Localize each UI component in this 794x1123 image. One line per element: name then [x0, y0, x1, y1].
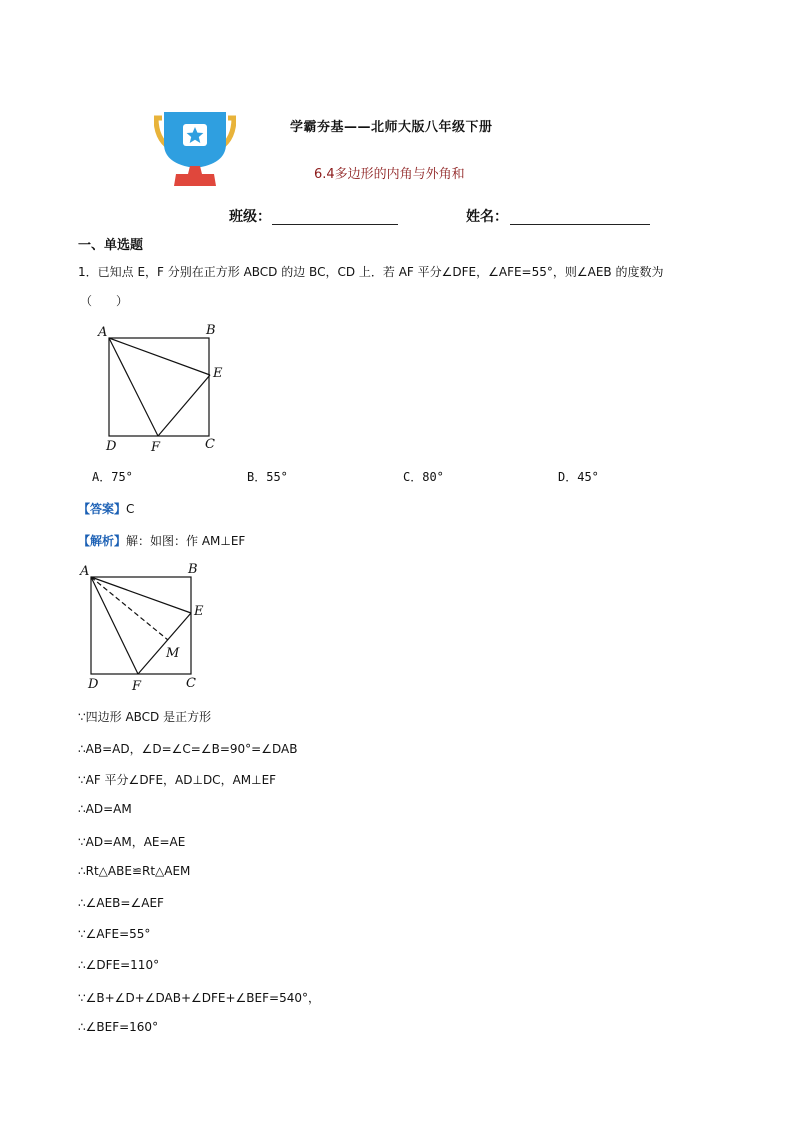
label-D: D	[88, 677, 99, 692]
solution-step: ∵四边形 ABCD 是正方形	[78, 710, 212, 724]
solution-step: ∴AB=AD，∠D=∠C=∠B=90°=∠DAB	[78, 742, 298, 756]
label-M: M	[166, 646, 180, 661]
solution-step: ∴∠AEB=∠AEF	[78, 896, 164, 910]
analysis-intro: 解：如图：作 AM⊥EF	[126, 534, 246, 548]
answer-line	[78, 500, 134, 517]
label-B: B	[188, 562, 198, 577]
solution-step: ∴∠BEF=160°	[78, 1020, 159, 1034]
class-field[interactable]	[272, 210, 398, 225]
analysis-tag: 【解析】	[78, 534, 127, 548]
option-d[interactable]: D．45°	[558, 470, 599, 484]
option-a[interactable]: A．75°	[92, 470, 133, 484]
label-F: F	[151, 440, 161, 455]
solution-step: ∴AD=AM	[78, 802, 132, 816]
analysis-line	[78, 532, 245, 549]
name-label: 姓名：	[466, 209, 508, 225]
label-C: C	[205, 437, 215, 452]
section-heading: 一、单选题	[78, 238, 144, 253]
document-title: 学霸夯基——北师大版八年级下册	[290, 120, 493, 135]
answer-blank: （ ）	[80, 294, 129, 308]
solution-step: ∵AD=AM，AE=AE	[78, 835, 186, 849]
label-A: A	[80, 564, 90, 579]
answer-value: C	[126, 502, 135, 516]
label-B: B	[206, 323, 216, 338]
trophy-icon	[154, 110, 236, 188]
question-text: 1．已知点 E，F 分别在正方形 ABCD 的边 BC，CD 上．若 AF 平分∠DFE，∠AFE=55°，则∠AEB 的度数为	[78, 265, 664, 279]
answer-tag: 【答案】	[78, 502, 127, 516]
option-b[interactable]: B．55°	[247, 470, 288, 484]
square-figure-2	[78, 560, 218, 694]
label-F: F	[132, 679, 142, 694]
solution-step: ∵AF 平分∠DFE，AD⊥DC，AM⊥EF	[78, 773, 277, 787]
option-c[interactable]: C．80°	[403, 470, 444, 484]
square-figure-1	[96, 320, 236, 456]
solution-step: ∵∠AFE=55°	[78, 927, 151, 941]
label-C: C	[186, 676, 196, 691]
label-E: E	[194, 604, 204, 619]
solution-step: ∴Rt△ABE≌Rt△AEM	[78, 864, 191, 878]
label-D: D	[106, 439, 117, 454]
name-field[interactable]	[510, 210, 650, 225]
solution-step: ∴∠DFE=110°	[78, 958, 160, 972]
label-A: A	[98, 325, 108, 340]
label-E: E	[213, 366, 223, 381]
class-label: 班级：	[229, 209, 271, 225]
lesson-subtitle: 6.4多边形的内角与外角和	[314, 167, 465, 182]
solution-step: ∵∠B+∠D+∠DAB+∠DFE+∠BEF=540°，	[78, 991, 320, 1005]
